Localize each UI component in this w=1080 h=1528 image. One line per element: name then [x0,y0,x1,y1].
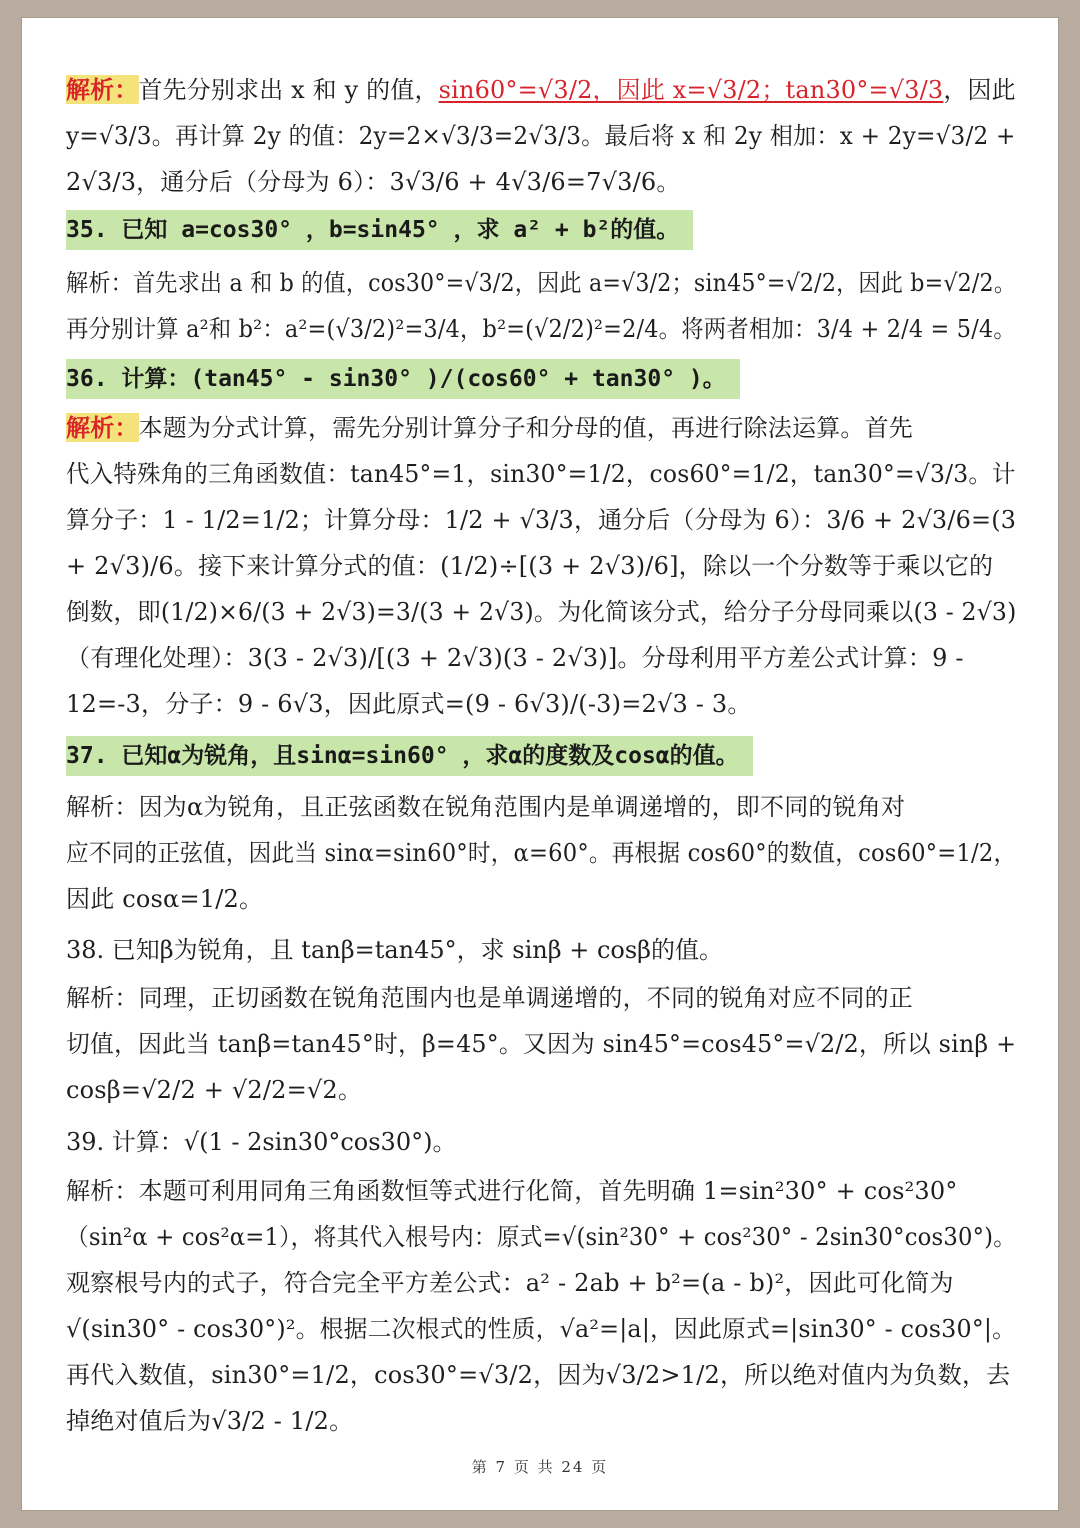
solution-line [66,405,1016,451]
solution-line: √(sin30° - cos30°)²。根据二次根式的性质，√a²=|a|，因此原式=|sin30° - cos30°|。 [66,1315,1017,1343]
question-38 [66,930,1016,970]
solution-line: 应不同的正弦值，因此当 sinα=sin60°时，α=60°。再根据 cos60°的数值，cos60°=1/2， [66,839,1017,867]
solution-line: 观察根号内的式子，符合完全平方差公式：a² - 2ab + b²=(a - b)²，因此可化简为 [66,1269,954,1297]
solution-line: 12=-3，分子：9 - 6√3，因此原式=(9 - 6√3)/(-3)=2√3 - 3。 [66,690,752,718]
question-36 [66,359,1016,399]
solution-34 [66,67,1016,205]
solution-38 [66,975,1016,1113]
solution-line: y=√3/3。再计算 2y 的值：2y=2×√3/3=2√3/3。最后将 x 和 2y 相加：x + 2y=√3/2 + [66,122,1016,150]
solution-line: 解析：首先求出 a 和 b 的值，cos30°=√3/2，因此 a=√3/2；sin45°=√2/2，因此 b=√2/2。 [66,269,1017,297]
document-page [22,18,1058,1510]
solution-line: 2√3/3，通分后（分母为 6）：3√3/6 + 4√3/6=7√3/6。 [66,168,681,196]
text: 本题为分式计算，需先分别计算分子和分母的值，再进行除法运算。首先 [138,414,914,442]
solution-line: + 2√3)/6。接下来计算分式的值：(1/2)÷[(3 + 2√3)/6]，除以一个分数等于乘以它的 [66,552,994,580]
solution-line: 解析：同理，正切函数在锐角范围内也是单调递增的，不同的锐角对应不同的正 [66,984,913,1012]
solution-line: 再分别计算 a²和 b²：a²=(√3/2)²=3/4，b²=(√2/2)²=2/4。将两者相加：3/4 + 2/4 = 5/4。 [66,315,1016,343]
solution-label: 解析： [66,75,139,104]
solution-39 [66,1168,1016,1444]
question-39 [66,1122,1016,1162]
solution-line: 解析：因为α为锐角，且正弦函数在锐角范围内是单调递增的，即不同的锐角对 [66,793,906,821]
solution-37 [66,784,1016,922]
solution-line: 掉绝对值后为√3/2 - 1/2。 [66,1407,354,1435]
solution-line: 倒数，即(1/2)×6/(3 + 2√3)=3/(3 + 2√3)。为化简该分式，给分子分母同乘以(3 - 2√3) [66,598,1017,626]
solution-line: cosβ=√2/2 + √2/2=√2。 [66,1076,363,1104]
question-title: 37. 已知α为锐角，且sinα=sin60° ，求α的度数及cosα的值。 [66,736,753,776]
page-footer: 第 7 页 共 24 页 [471,1458,609,1476]
solution-line: （有理化处理）：3(3 - 2√3)/[(3 + 2√3)(3 - 2√3)]。分母利用平方差公式计算：9 - [66,644,964,672]
solution-line: （sin²α + cos²α=1），将其代入根号内：原式=√(sin²30° + cos²30° - 2sin30°cos30°)。 [66,1223,1017,1251]
question-37 [66,736,1016,776]
solution-line: 再代入数值，sin30°=1/2，cos30°=√3/2，因为√3/2>1/2，所以绝对值内为负数，去 [66,1361,1011,1389]
question-title: 35. 已知 a=cos30° ，b=sin45° ，求 a² + b²的值。 [66,210,693,250]
solution-line: 解析：本题可利用同角三角函数恒等式进行化简，首先明确 1=sin²30° + cos²30° [66,1177,958,1205]
question-title: 36. 计算：(tan45° - sin30° )/(cos60° + tan30° )。 [66,359,740,399]
solution-35 [66,260,1016,352]
text: 首先分别求出 x 和 y 的值， [138,76,439,104]
highlighted-text: sin60°=√3/2，因此 x=√3/2；tan30°=√3/3 [438,76,944,104]
solution-label: 解析： [66,413,139,442]
question-35 [66,210,1016,250]
text: ，因此 [943,76,1016,104]
solution-36 [66,405,1016,727]
question-title: 38. 已知β为锐角，且 tanβ=tan45°，求 sinβ + cosβ的值。 [66,936,724,964]
solution-line: 代入特殊角的三角函数值：tan45°=1，sin30°=1/2，cos60°=1/2，tan30°=√3/3。计 [66,460,1016,488]
solution-line [66,67,1016,113]
solution-line: 算分子：1 - 1/2=1/2；计算分母：1/2 + √3/3，通分后（分母为 6）：3/6 + 2√3/6=(3 [66,506,1017,534]
question-title: 39. 计算：√(1 - 2sin30°cos30°)。 [66,1128,457,1156]
solution-line: 切值，因此当 tanβ=tan45°时，β=45°。又因为 sin45°=cos45°=√2/2，所以 sinβ + [66,1030,1017,1058]
solution-line: 因此 cosα=1/2。 [66,885,264,913]
